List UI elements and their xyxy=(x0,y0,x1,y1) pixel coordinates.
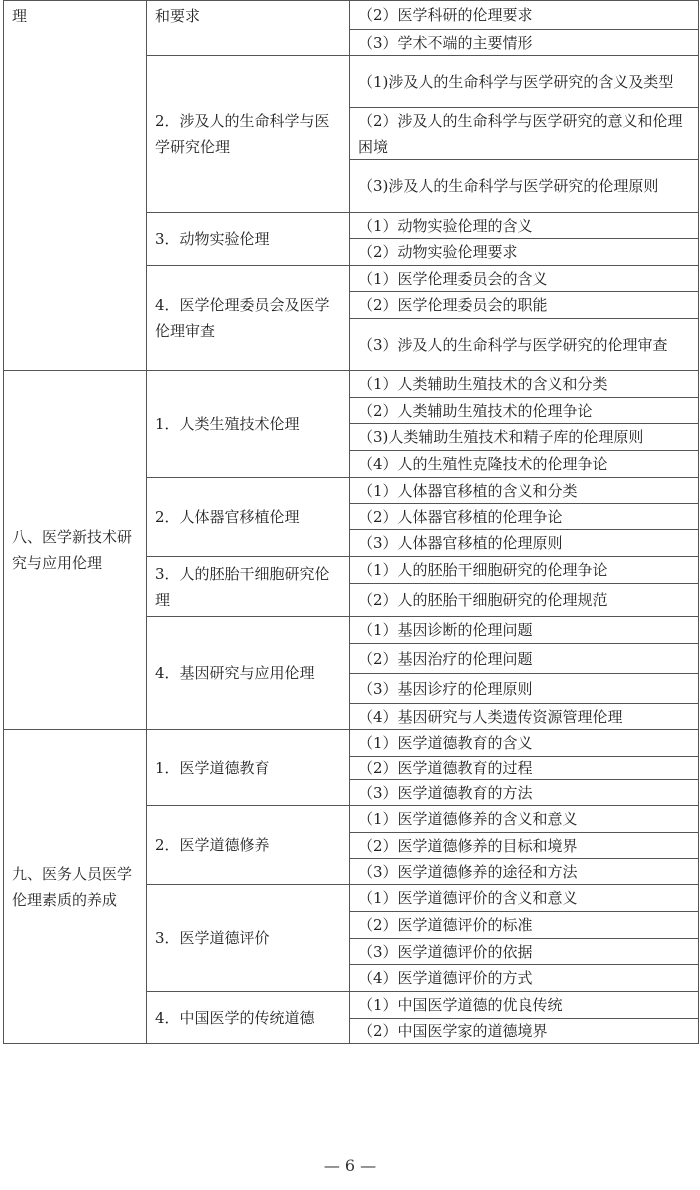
content-item xyxy=(349,503,699,530)
content-item-text: （2）人的胚胎干细胞研究的伦理规范 xyxy=(358,591,608,609)
content-item xyxy=(349,805,699,833)
content-item-text: （3）学术不端的主要情形 xyxy=(358,33,533,52)
section-cell-text: 八、医学新技术研究与应用伦理 xyxy=(12,528,133,572)
content-item-text: （3）医学道德修养的途径和方法 xyxy=(358,862,578,881)
content-item xyxy=(349,964,699,992)
content-item-text: （1）医学道德修养的含义和意义 xyxy=(358,810,578,828)
content-item xyxy=(349,318,699,371)
content-item-text: （2）涉及人的生命科学与医学研究的意义和伦理困境 xyxy=(358,111,683,156)
content-item xyxy=(349,779,699,806)
content-item xyxy=(349,991,699,1019)
topic-cell xyxy=(146,991,350,1044)
content-item xyxy=(349,291,699,319)
content-item-text: （2）动物实验伦理要求 xyxy=(358,243,518,261)
topic-cell-text: 2．医学道德修养 xyxy=(155,836,270,854)
content-item xyxy=(349,858,699,885)
content-item xyxy=(349,1018,699,1044)
section-cell xyxy=(3,370,147,730)
page-number: — 6 — xyxy=(323,1156,377,1175)
content-item xyxy=(349,29,699,56)
topic-cell xyxy=(146,805,350,885)
content-item-text: （1)涉及人的生命科学与医学研究的含义及类型 xyxy=(358,72,674,91)
topic-cell-text: 4．中国医学的传统道德 xyxy=(155,1008,315,1027)
content-item-text: （3）涉及人的生命科学与医学研究的伦理审查 xyxy=(358,335,668,354)
content-item-text: （1）医学道德评价的含义和意义 xyxy=(358,889,578,907)
content-item-text: （3)人类辅助生殖技术和精子库的伦理原则 xyxy=(358,428,644,446)
content-item xyxy=(349,265,699,292)
content-item-text: （1）人的胚胎干细胞研究的伦理争论 xyxy=(358,561,608,579)
topic-cell-text: 和要求 xyxy=(155,7,201,25)
topic-cell xyxy=(146,55,350,213)
content-item xyxy=(349,643,699,674)
topic-cell-text: 1．医学道德教育 xyxy=(155,758,270,777)
content-item-text: （1）人类辅助生殖技术的含义和分类 xyxy=(358,375,608,393)
content-item-text: （2）医学道德评价的标准 xyxy=(358,916,533,934)
topic-cell xyxy=(146,265,350,371)
content-item xyxy=(349,703,699,730)
content-item xyxy=(349,673,699,704)
content-item-text: （4）基因研究与人类遗传资源管理伦理 xyxy=(358,707,623,726)
content-item xyxy=(349,556,699,584)
content-item xyxy=(349,616,699,644)
section-cell xyxy=(3,0,147,371)
content-item xyxy=(349,911,699,939)
content-item-text: （1）中国医学道德的优良传统 xyxy=(358,996,563,1014)
content-item-text: （2）医学伦理委员会的职能 xyxy=(358,296,548,314)
content-item-text: （3)涉及人的生命科学与医学研究的伦理原则 xyxy=(358,177,659,195)
section-cell-text: 理 xyxy=(12,7,28,25)
content-item-text: （2）人体器官移植的伦理争论 xyxy=(358,507,563,526)
content-item-text: （4）人的生殖性克隆技术的伦理争论 xyxy=(358,455,608,473)
topic-cell xyxy=(146,0,350,56)
content-item-text: （3）医学道德评价的依据 xyxy=(358,942,533,961)
content-item xyxy=(349,529,699,557)
section-cell xyxy=(3,729,147,1044)
content-item xyxy=(349,884,699,912)
topic-cell xyxy=(146,370,350,478)
content-item-text: （1）动物实验伦理的含义 xyxy=(358,216,533,235)
content-item-text: （2）医学道德修养的目标和境界 xyxy=(358,836,578,855)
section-cell-text: 九、医务人员医学伦理素质的养成 xyxy=(12,864,133,909)
content-item xyxy=(349,583,699,617)
topic-cell-text: 3．医学道德评价 xyxy=(155,929,270,947)
topic-cell-text: 2．涉及人的生命科学与医学研究伦理 xyxy=(155,112,330,156)
topic-cell-text: 3．动物实验伦理 xyxy=(155,230,270,248)
content-item-text: （2）人类辅助生殖技术的伦理争论 xyxy=(358,401,593,420)
topic-cell-text: 4．基因研究与应用伦理 xyxy=(155,664,315,682)
content-item-text: （4）医学道德评价的方式 xyxy=(358,969,533,987)
content-item xyxy=(349,55,699,108)
topic-cell xyxy=(146,729,350,806)
content-item-text: （3）医学道德教育的方法 xyxy=(358,783,533,802)
content-item xyxy=(349,0,699,30)
content-item-text: （2）医学道德教育的过程 xyxy=(358,759,533,777)
content-item xyxy=(349,397,699,424)
topic-cell xyxy=(146,477,350,557)
content-item xyxy=(349,938,699,965)
content-item-text: （1）人体器官移植的含义和分类 xyxy=(358,481,578,500)
content-item-text: （2）中国医学家的道德境界 xyxy=(358,1022,548,1040)
topic-cell xyxy=(146,212,350,266)
content-item xyxy=(349,370,699,398)
content-item xyxy=(349,107,699,160)
content-item xyxy=(349,423,699,451)
topic-cell xyxy=(146,556,350,617)
topic-cell xyxy=(146,616,350,730)
content-item-text: （3）人体器官移植的伦理原则 xyxy=(358,534,563,552)
content-item xyxy=(349,212,699,239)
content-item-text: （1）医学伦理委员会的含义 xyxy=(358,269,548,288)
content-item xyxy=(349,450,699,478)
topic-cell xyxy=(146,884,350,992)
content-item-text: （2）基因治疗的伦理问题 xyxy=(358,649,533,668)
topic-cell-text: 1．人类生殖技术伦理 xyxy=(155,415,300,433)
content-item-text: （1）基因诊断的伦理问题 xyxy=(358,621,533,639)
content-item-text: （1）医学道德教育的含义 xyxy=(358,734,533,752)
content-item xyxy=(349,159,699,213)
topic-cell-text: 3．人的胚胎干细胞研究伦理 xyxy=(155,564,330,609)
content-item xyxy=(349,238,699,266)
content-item xyxy=(349,477,699,504)
content-item xyxy=(349,756,699,780)
content-item xyxy=(349,832,699,859)
content-item-text: （3）基因诊疗的伦理原则 xyxy=(358,679,533,698)
topic-cell-text: 2．人体器官移植伦理 xyxy=(155,508,300,526)
topic-cell-text: 4．医学伦理委员会及医学伦理审查 xyxy=(155,296,330,340)
content-item-text: （2）医学科研的伦理要求 xyxy=(358,6,533,24)
content-item xyxy=(349,729,699,757)
